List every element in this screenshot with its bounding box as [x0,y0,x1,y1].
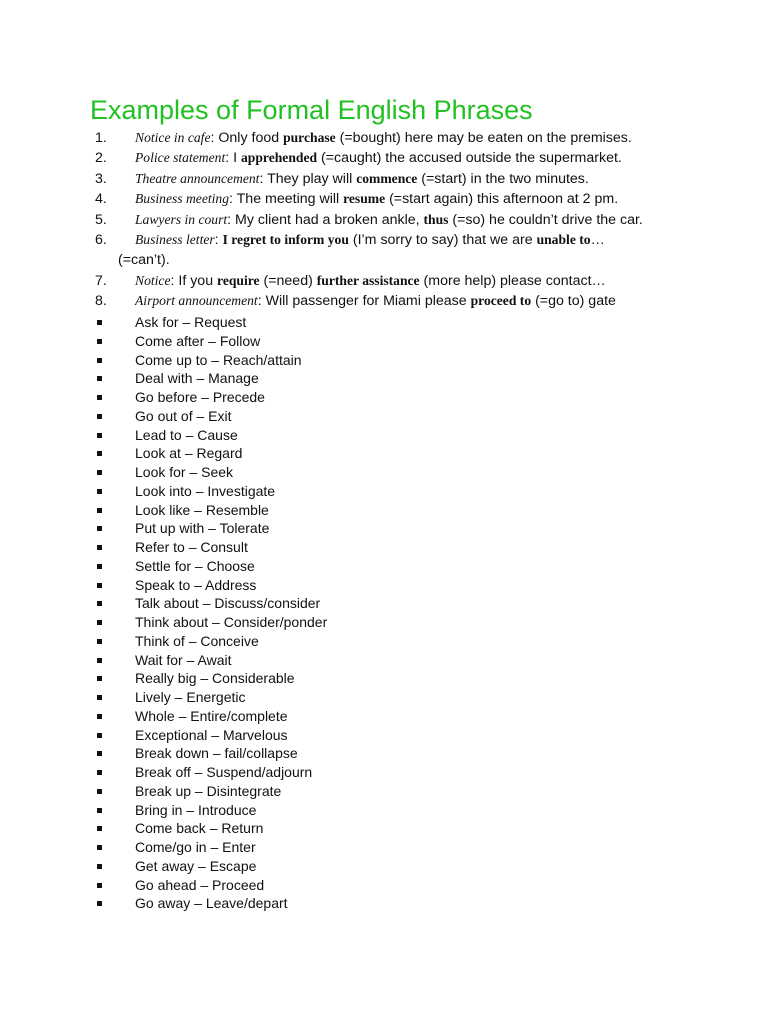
sentence-text: (more help) please contact… [419,272,606,289]
phrase-pair: Lively – Energetic [135,689,246,705]
item-number: 2. [95,150,107,167]
square-bullet-icon [97,714,102,719]
sentence-text: : [214,232,223,249]
formal-phrase: further assistance [316,272,420,288]
phrase-pair: Talk about – Discuss/consider [135,595,321,612]
square-bullet-icon [97,751,102,756]
phrase-pair: Get away – Escape [135,857,257,874]
formal-phrase: resume [343,191,386,207]
numbered-item [0,169,768,189]
phrase-pair: Think about – Consider/ponder [135,614,328,630]
item-number: 7. [95,272,107,289]
item-text [135,232,605,248]
item-number: 8. [95,293,107,310]
square-bullet-icon [97,564,102,569]
sentence-text: (=start again) this afternoon at 2 pm. [385,191,619,208]
square-bullet-icon [97,545,102,550]
sentence-text: (=so) he couldn’t drive the car. [448,211,643,228]
sentence-text: : They play will [259,170,357,187]
phrase-pair: Deal with – Manage [135,370,259,387]
context-label: Airport announcement [135,293,258,309]
square-bullet-icon [97,583,102,588]
phrase-pair: Think of – Conceive [135,632,259,649]
phrase-pair: Lead to – Cause [135,426,238,443]
square-bullet-icon [97,789,102,794]
numbered-item [0,128,768,148]
list-item [0,369,768,388]
sentence-text: : The meeting will [229,191,344,208]
square-bullet-icon [97,433,102,438]
phrase-pair: Come/go in – Enter [135,839,256,855]
square-bullet-icon [97,376,102,381]
list-item [0,388,768,407]
list-item [0,726,768,745]
phrase-pair: Bring in – Introduce [135,801,257,818]
list-item [0,519,768,538]
numbered-item [0,230,768,271]
square-bullet-icon [97,733,102,738]
phrase-pair: Put up with – Tolerate [135,520,270,537]
phrase-pair: Come after – Follow [135,332,261,349]
item-text [135,273,606,289]
list-item [0,632,768,651]
numbered-item [0,210,768,230]
phrase-pair: Go away – Leave/depart [135,895,288,912]
phrase-pair: Exceptional – Marvelous [135,726,288,743]
square-bullet-icon [97,508,102,513]
phrase-pair: Refer to – Consult [135,539,248,555]
list-item [0,426,768,445]
formal-phrase: purchase [283,130,336,145]
list-item [0,782,768,801]
list-item [0,501,768,520]
square-bullet-icon [97,451,102,456]
list-item [0,332,768,351]
square-bullet-icon [97,470,102,475]
numbered-item [0,189,768,209]
sentence-text: : I [225,150,241,167]
context-label: Business letter [135,232,215,248]
item-text [135,212,643,228]
list-item [0,557,768,576]
numbered-item [0,148,768,168]
context-label: Notice [135,272,171,288]
phrase-pair: Really big – Considerable [135,670,295,687]
item-text [135,150,622,166]
sentence-text: : If you [170,272,218,289]
item-number: 3. [95,170,107,187]
sentence-text: (=go to) gate [531,293,616,310]
square-bullet-icon [97,620,102,625]
phrase-pair: Settle for – Choose [135,557,255,574]
formal-phrase: require [217,272,260,288]
list-item [0,651,768,670]
phrase-pair: Go ahead – Proceed [135,876,265,893]
sentence-text: (=bought) here may be eaten on the premises. [335,130,632,146]
numbered-item [0,291,768,311]
phrase-pair: Look for – Seek [135,464,234,480]
square-bullet-icon [97,489,102,494]
context-label: Notice in cafe [135,130,211,145]
item-number: 6. [95,232,107,249]
list-item [0,482,768,501]
sentence-text: … [590,232,605,249]
item-text [135,293,616,309]
context-label: Theatre announcement [135,170,260,186]
phrase-pair: Speak to – Address [135,576,257,593]
item-text [135,171,589,187]
phrase-pairs-list [0,313,768,913]
square-bullet-icon [97,901,102,906]
list-item [0,351,768,370]
sentence-text: : Will passenger for Miami please [257,293,471,310]
context-label: Lawyers in court [135,211,228,227]
phrase-pair: Whole – Entire/complete [135,707,288,724]
phrase-pair: Look like – Resemble [135,501,269,518]
square-bullet-icon [97,601,102,606]
phrase-pair: Look at – Regard [135,445,243,462]
numbered-item [0,271,768,291]
list-item [0,838,768,857]
list-item [0,876,768,895]
list-item [0,407,768,426]
phrase-pair: Go out of – Exit [135,407,232,424]
sentence-text: : My client had a broken ankle, [227,211,424,228]
formal-phrase: I regret to inform you [222,232,349,248]
phrase-pair: Wait for – Await [135,651,232,668]
square-bullet-icon [97,358,102,363]
item-number: 5. [95,211,107,228]
list-item [0,576,768,595]
square-bullet-icon [97,845,102,850]
list-item [0,538,768,557]
square-bullet-icon [97,339,102,344]
phrase-pair: Break up – Disintegrate [135,782,282,799]
square-bullet-icon [97,320,102,325]
item-text [135,191,618,207]
sentence-text: : Only food [210,130,284,146]
square-bullet-icon [97,770,102,775]
formal-phrase: commence [356,170,418,186]
sentence-text: (=caught) the accused outside the supermarket. [317,150,622,167]
square-bullet-icon [97,826,102,831]
square-bullet-icon [97,395,102,400]
square-bullet-icon [97,414,102,419]
page-title: Examples of Formal English Phrases [90,95,533,125]
list-item [0,707,768,726]
square-bullet-icon [97,639,102,644]
square-bullet-icon [97,658,102,663]
context-label: Police statement [135,150,226,166]
numbered-examples-list [0,128,768,312]
item-text [135,130,632,146]
list-item [0,819,768,838]
list-item [0,594,768,613]
phrase-pair: Go before – Precede [135,389,265,405]
phrase-pair: Come up to – Reach/attain [135,351,302,368]
phrase-pair: Ask for – Request [135,314,247,330]
formal-phrase: apprehended [241,150,318,166]
list-item [0,688,768,707]
item-number: 4. [95,191,107,208]
square-bullet-icon [97,526,102,531]
square-bullet-icon [97,808,102,813]
phrase-pair: Break off – Suspend/adjourn [135,764,313,780]
list-item [0,857,768,876]
square-bullet-icon [97,676,102,681]
formal-phrase: unable to [536,232,591,248]
item-number: 1. [95,130,107,146]
list-item [0,313,768,332]
phrase-pair: Come back – Return [135,820,264,837]
formal-phrase: thus [423,211,449,227]
list-item [0,744,768,763]
list-item [0,763,768,782]
item-continuation: (=can’t). [118,252,170,269]
context-label: Business meeting [135,191,230,207]
phrase-pair: Break down – fail/collapse [135,745,298,762]
list-item [0,444,768,463]
formal-phrase: proceed to [470,293,532,309]
list-item [0,894,768,913]
square-bullet-icon [97,695,102,700]
sentence-text: (I’m sorry to say) that we are [348,232,537,249]
list-item [0,613,768,632]
phrase-pair: Look into – Investigate [135,482,276,499]
square-bullet-icon [97,864,102,869]
list-item [0,463,768,482]
list-item [0,801,768,820]
list-item [0,669,768,688]
square-bullet-icon [97,883,102,888]
sentence-text: (=need) [259,272,317,289]
sentence-text: (=start) in the two minutes. [417,170,589,187]
